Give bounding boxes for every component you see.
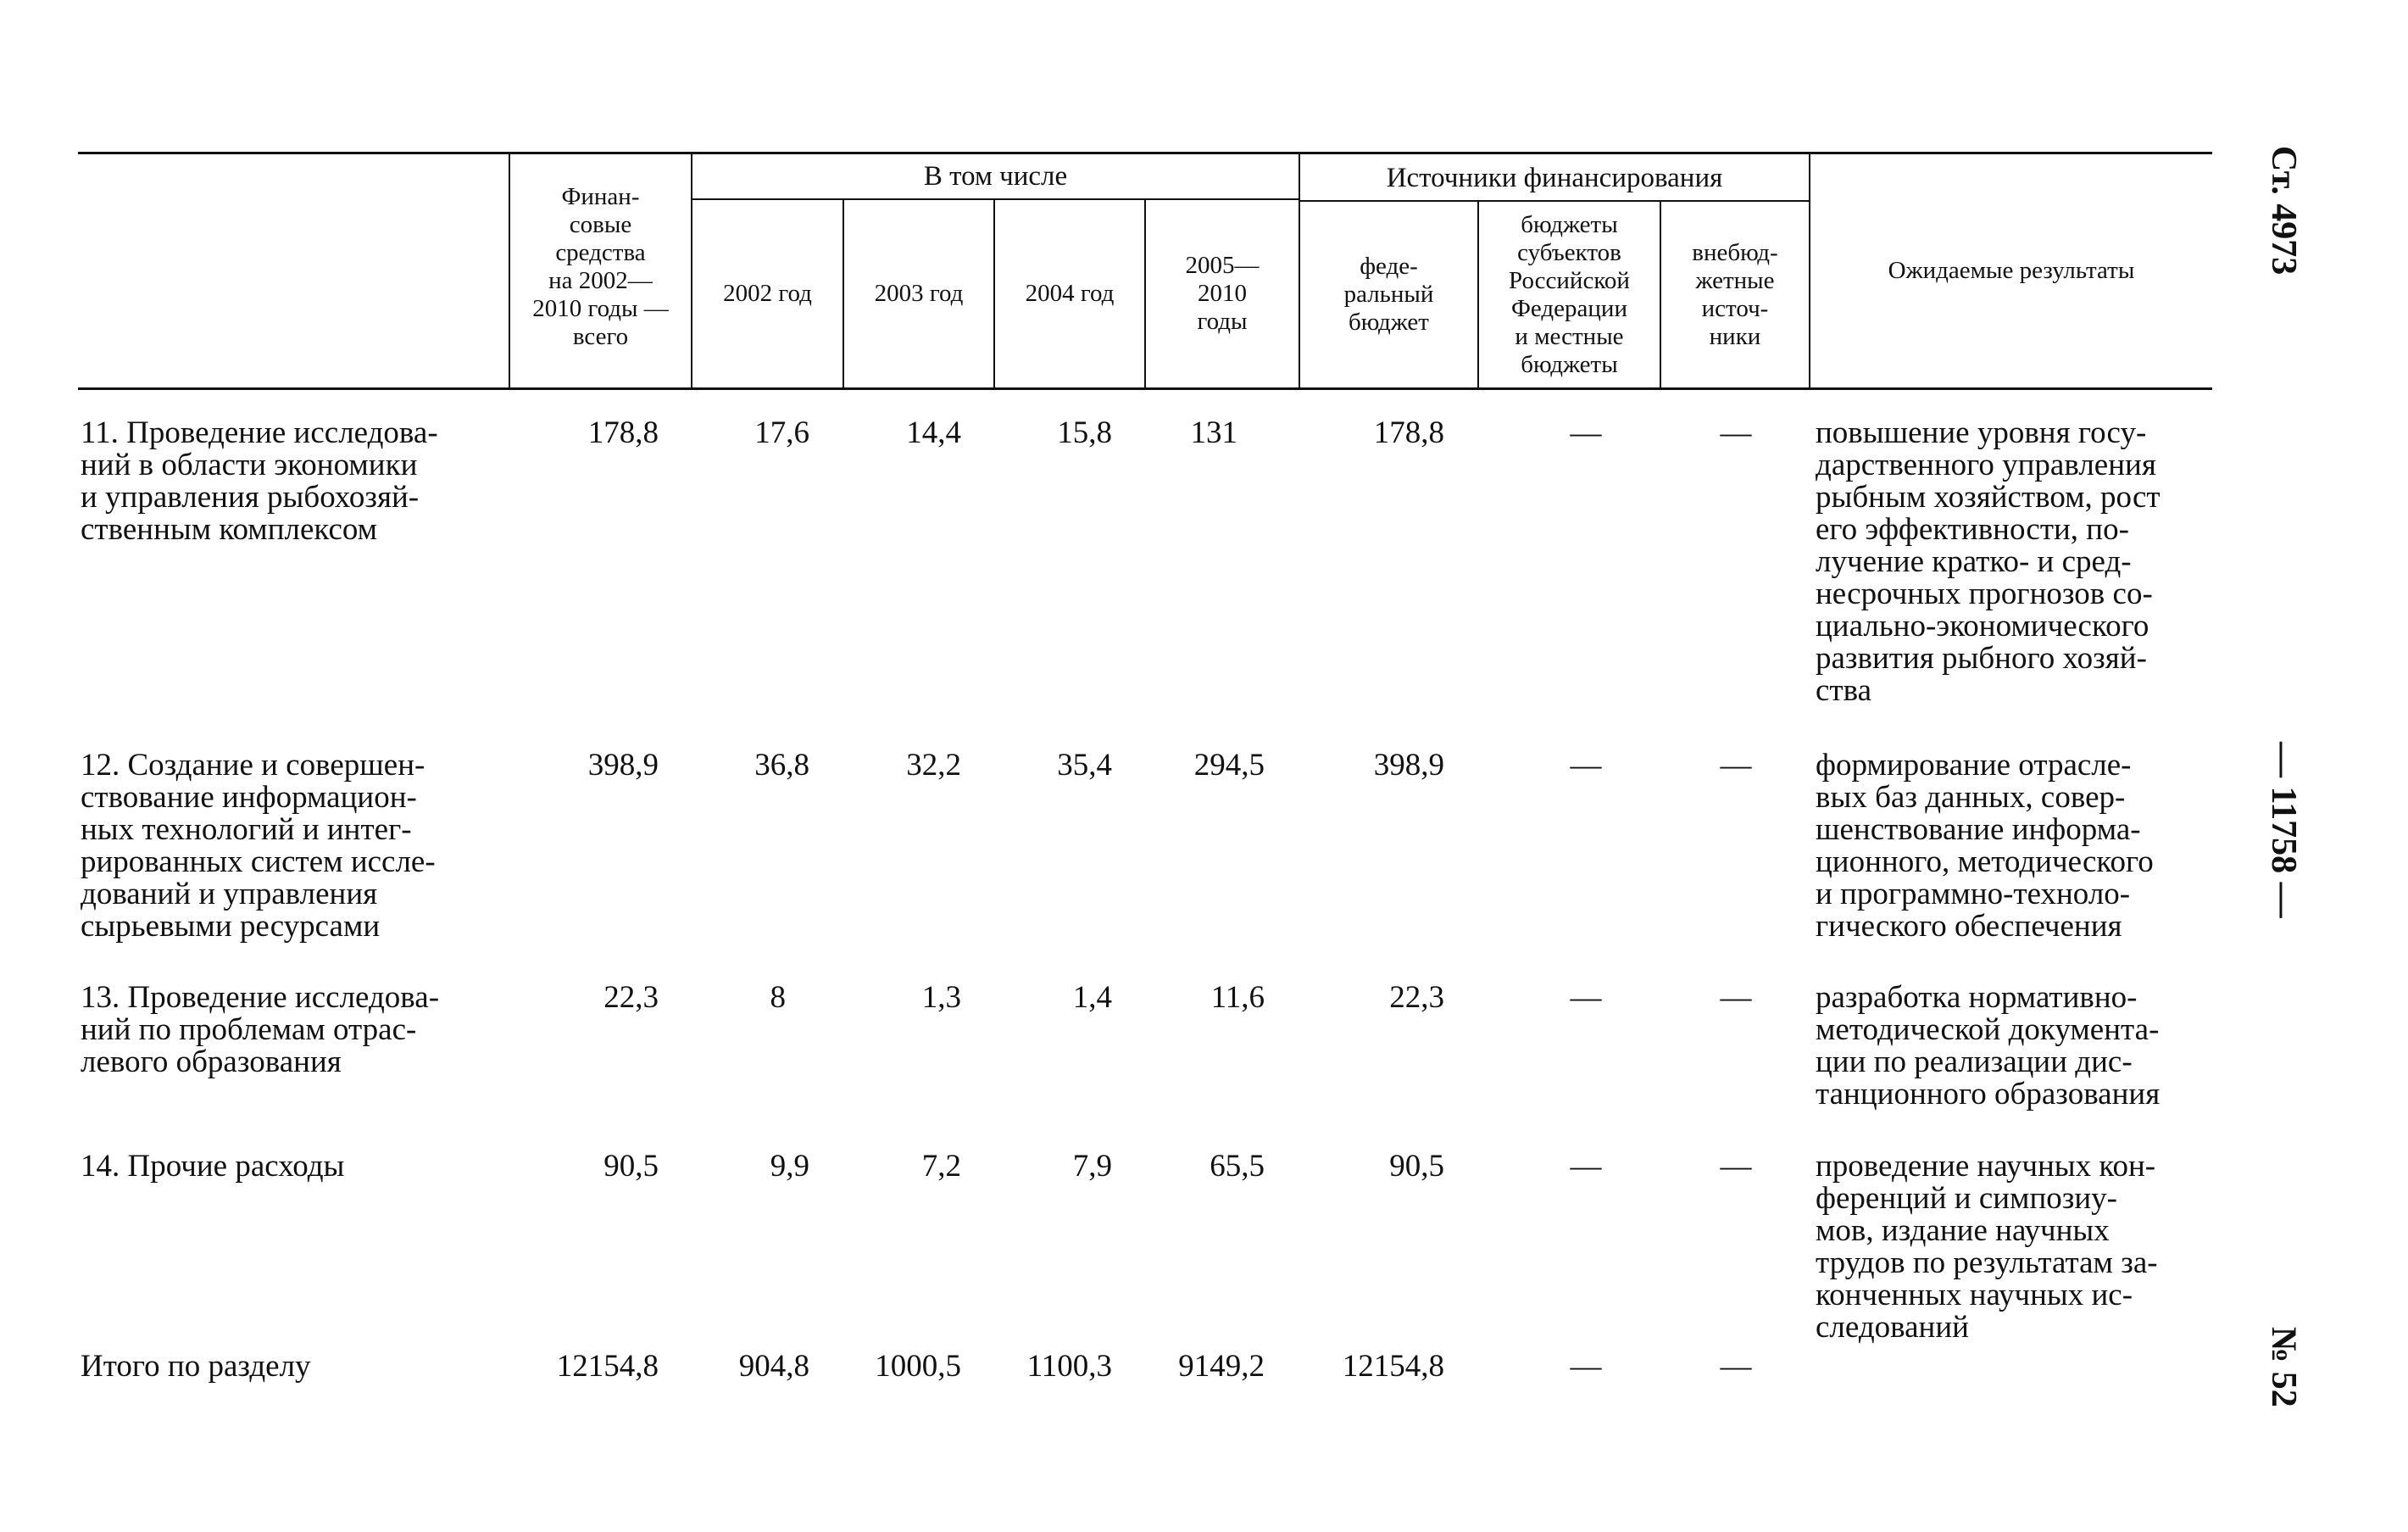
row-result: формирование отрасле- вых баз данных, совер- шенствование информа- ционного, методического и программно-техноло- гического обеспечения <box>1816 748 2154 944</box>
total-2002: 904,8 <box>738 1349 809 1384</box>
document-number: — 11758 — <box>2264 742 2303 918</box>
row-2005-2010: 294,5 <box>1193 748 1265 783</box>
row-label: 13. Проведение исследова- ний по проблемам отрас- левого образования <box>81 980 440 1079</box>
row-result: проведение научных кон- ференций и симпозиу- мов, издание научных трудов по результатам за- конченных научных ис- следований <box>1816 1149 2158 1345</box>
row-2004: 15,8 <box>1057 415 1112 450</box>
row-2003: 7,2 <box>921 1149 961 1184</box>
row-regional: — <box>1570 1149 1602 1184</box>
header-offbudget-sources: внебюд- жетные источ- ники <box>1692 238 1778 350</box>
row-federal: 398,9 <box>1373 748 1444 783</box>
total-2004: 1100,3 <box>1026 1349 1112 1384</box>
row-federal: 22,3 <box>1389 980 1444 1015</box>
header-federal-budget: феде- ральный бюджет <box>1343 253 1434 336</box>
row-2003: 1,3 <box>921 980 961 1015</box>
total-total: 12154,8 <box>556 1349 659 1384</box>
row-result: повышение уровня госу- дарственного управления рыбным хозяйством, рост его эффективности, по- лучение кратко- и сред- несрочных прогнозов со- циально-экономического развития рыбного хозяй- ства <box>1816 415 2161 708</box>
row-2002: 9,9 <box>770 1149 809 1184</box>
row-2004: 35,4 <box>1057 748 1112 783</box>
issue-number: № 52 <box>2264 1327 2303 1407</box>
row-offbudget: — <box>1720 748 1752 783</box>
total-2003: 1000,5 <box>875 1349 961 1384</box>
row-total: 22,3 <box>603 980 659 1015</box>
total-regional: — <box>1570 1349 1602 1384</box>
row-regional: — <box>1570 980 1602 1015</box>
row-label: 12. Создание и совершен- ствование информацион- ных технологий и интег- рированных систем иссле- дований и управления сырьевыми ресурсами <box>81 748 436 944</box>
row-2004: 7,9 <box>1072 1149 1112 1184</box>
row-2002: 36,8 <box>754 748 809 783</box>
row-2005-2010: 65,5 <box>1210 1149 1265 1184</box>
total-offbudget: — <box>1720 1349 1752 1384</box>
header-total-funds: Финан- совые средства на 2002— 2010 годы — всего <box>532 183 669 350</box>
total-federal: 12154,8 <box>1342 1349 1444 1384</box>
row-2005-2010: 11,6 <box>1210 980 1265 1015</box>
row-regional: — <box>1570 748 1602 783</box>
header-expected-results: Ожидаемые результаты <box>1888 257 2135 284</box>
total-2005-2010: 9149,2 <box>1178 1349 1265 1384</box>
header-group-sources: Источники финансирования <box>1386 163 1723 193</box>
row-federal: 90,5 <box>1389 1149 1444 1184</box>
row-2004: 1,4 <box>1072 980 1112 1015</box>
row-2005-2010: 131 <box>1190 415 1237 450</box>
row-2002: 17,6 <box>754 415 809 450</box>
header-2003: 2003 год <box>874 280 964 307</box>
header-2005-2010: 2005— 2010 годы <box>1185 252 1260 335</box>
row-result: разработка нормативно- методической документа- ции по реализации дис- танционного образования <box>1816 980 2161 1111</box>
row-total: 398,9 <box>587 748 659 783</box>
row-2002: 8 <box>770 980 786 1015</box>
row-regional: — <box>1570 415 1602 450</box>
row-total: 178,8 <box>587 415 659 450</box>
header-group-years: В том числе <box>923 161 1068 192</box>
header-2002: 2002 год <box>723 280 812 307</box>
row-2003: 14,4 <box>906 415 961 450</box>
row-total: 90,5 <box>603 1149 659 1184</box>
row-federal: 178,8 <box>1373 415 1444 450</box>
row-2003: 32,2 <box>906 748 961 783</box>
row-offbudget: — <box>1720 415 1752 450</box>
page-reference: Ст. 4973 <box>2264 146 2303 276</box>
header-2004: 2004 год <box>1025 280 1115 307</box>
row-offbudget: — <box>1720 1149 1752 1184</box>
row-offbudget: — <box>1720 980 1752 1015</box>
header-regional-budgets: бюджеты субъектов Российской Федерации и местные бюджеты <box>1509 210 1630 378</box>
row-label: 14. Прочие расходы <box>81 1149 345 1184</box>
total-label: Итого по разделу <box>81 1349 311 1384</box>
row-label: 11. Проведение исследова- ний в области экономики и управления рыбохозяй- ственным комплексом <box>81 415 438 547</box>
